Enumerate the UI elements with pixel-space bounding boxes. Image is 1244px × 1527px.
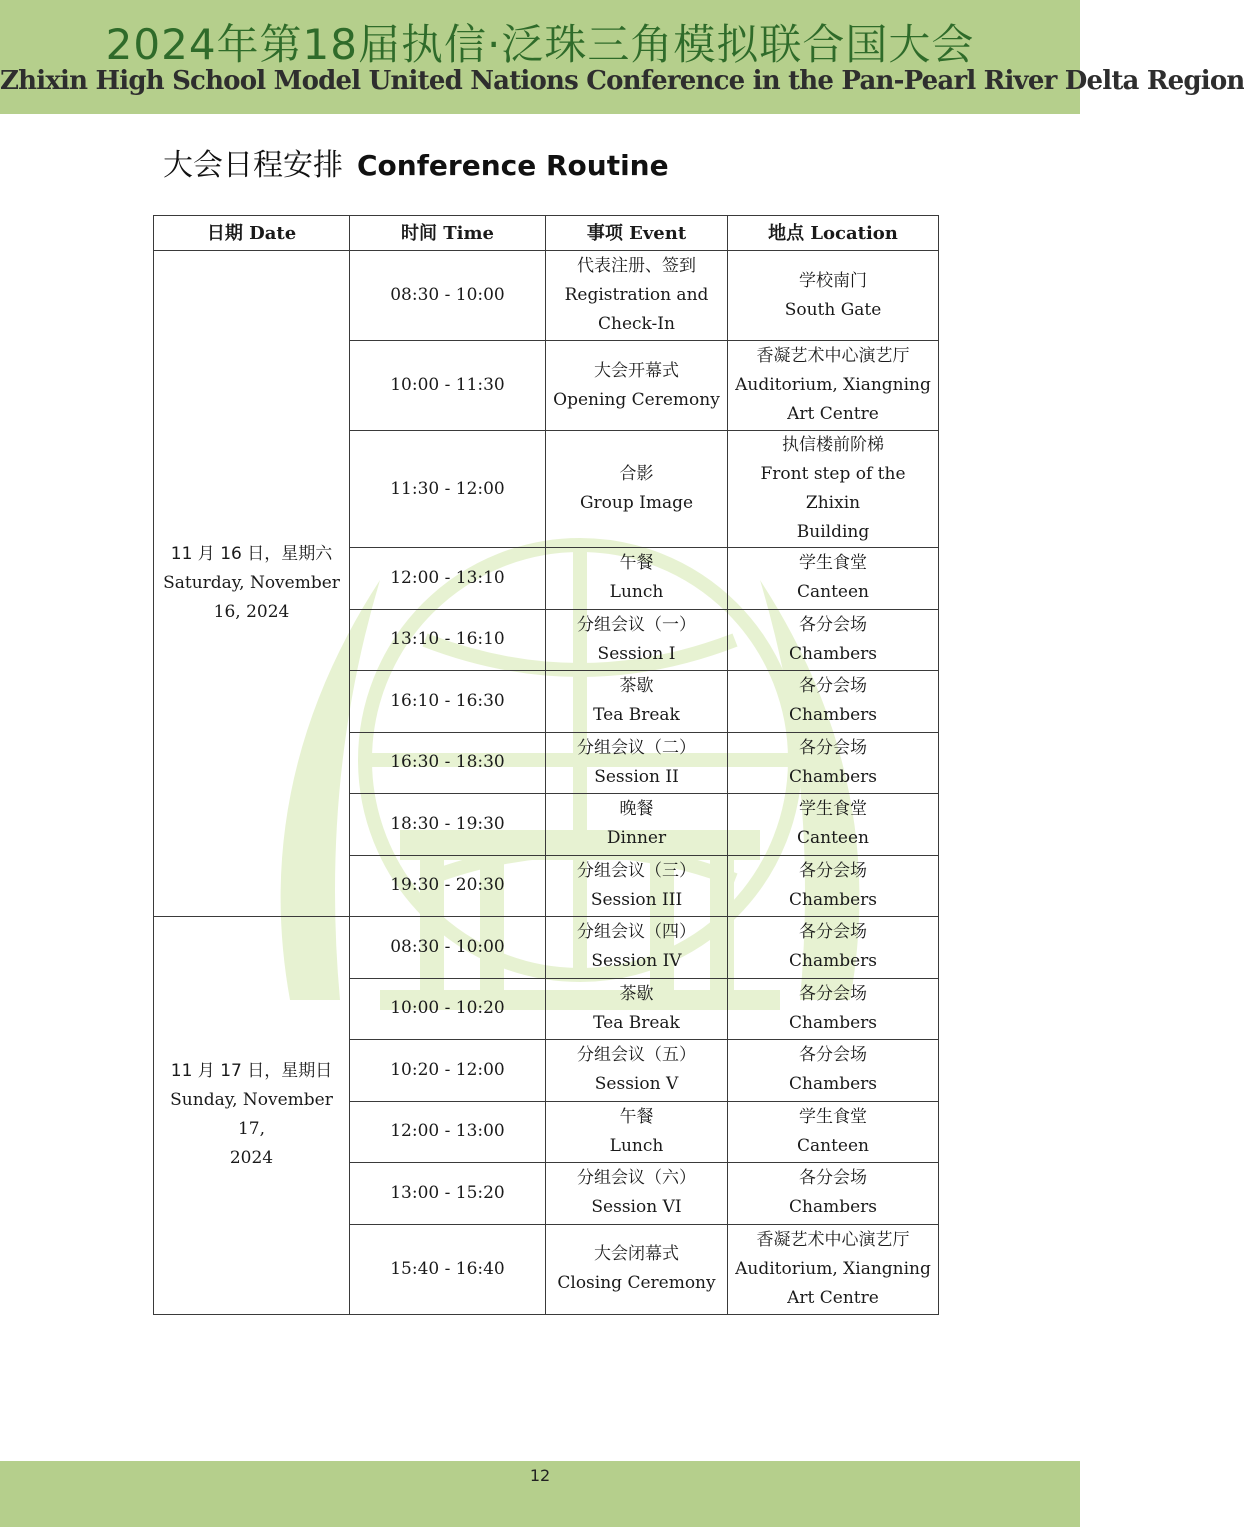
- section-title-cn: 大会日程安排: [163, 148, 343, 183]
- location-cn: 各分会场: [799, 676, 867, 697]
- location-cn: 学校南门: [799, 270, 867, 291]
- location-en: Chambers: [788, 889, 877, 910]
- event-en: Session III: [590, 889, 683, 910]
- time-cell: 11:30 - 12:00: [350, 431, 546, 548]
- event-en: Registration and: [564, 285, 709, 305]
- event-cell: [546, 855, 728, 917]
- location-cell: [728, 978, 939, 1040]
- location-cn: 各分会场: [799, 922, 867, 943]
- location-en: Canteen: [797, 828, 869, 849]
- event-en: Session VI: [591, 1197, 682, 1218]
- table-header-row: [154, 216, 939, 251]
- location-en: Front step of the Zhixin: [760, 464, 906, 513]
- time-cell: 13:00 - 15:20: [350, 1163, 546, 1225]
- location-cell: [728, 794, 939, 856]
- location-en: Auditorium, Xiangning: [735, 1258, 931, 1279]
- location-en: Chambers: [788, 951, 877, 972]
- event-cell: [546, 978, 728, 1040]
- event-en: Lunch: [609, 1135, 664, 1156]
- location-cell: [728, 1101, 939, 1163]
- location-cn: 各分会场: [799, 1168, 867, 1189]
- event-cell: [546, 609, 728, 671]
- date-en-line2: 2024: [229, 1148, 274, 1169]
- event-cell: [546, 431, 728, 548]
- event-cn: 分组会议（二）: [577, 737, 696, 758]
- event-cell: [546, 671, 728, 733]
- location-cn: 学生食堂: [799, 1106, 867, 1127]
- location-cell: [728, 1040, 939, 1102]
- footer-band: [0, 1461, 1080, 1527]
- time-cell: 16:30 - 18:30: [350, 732, 546, 794]
- time-cell: 10:20 - 12:00: [350, 1040, 546, 1102]
- event-en: Session I: [597, 643, 676, 664]
- event-cn: 大会开幕式: [594, 360, 679, 381]
- conference-title-cn: 2024年第18届执信·泛珠三角模拟联合国大会: [105, 20, 975, 69]
- event-en: Tea Break: [593, 1012, 680, 1033]
- event-en: Group Image: [579, 493, 694, 513]
- section-title-en: Conference Routine: [357, 149, 669, 182]
- location-cell: [728, 341, 939, 431]
- time-cell: 15:40 - 16:40: [350, 1224, 546, 1314]
- event-cn: 代表注册、签到: [577, 256, 696, 276]
- location-en-line2: Art Centre: [787, 1287, 879, 1308]
- location-cn: 各分会场: [799, 983, 867, 1004]
- section-title: [163, 140, 669, 184]
- location-cell: [728, 431, 939, 548]
- event-cell: [546, 548, 728, 610]
- date-cn: 11 月 16 日，星期六: [170, 544, 333, 564]
- event-cell: [546, 1224, 728, 1314]
- event-en: Lunch: [609, 582, 664, 603]
- header-time: 时间 Time: [350, 216, 546, 251]
- location-cell: [728, 548, 939, 610]
- location-en-line2: Art Centre: [787, 404, 879, 424]
- event-cn: 午餐: [619, 553, 654, 574]
- location-cell: [728, 251, 939, 341]
- time-cell: 10:00 - 10:20: [350, 978, 546, 1040]
- time-cell: 16:10 - 16:30: [350, 671, 546, 733]
- event-cell: [546, 341, 728, 431]
- time-cell: 12:00 - 13:00: [350, 1101, 546, 1163]
- time-cell: 08:30 - 10:00: [350, 251, 546, 341]
- location-cn: 各分会场: [799, 614, 867, 635]
- event-cell: [546, 1040, 728, 1102]
- page-number: 12: [529, 1466, 551, 1485]
- event-cn: 茶歇: [619, 676, 654, 697]
- event-en: Opening Ceremony: [553, 389, 720, 410]
- event-cn: 合影: [619, 464, 654, 484]
- location-en: Chambers: [788, 643, 877, 664]
- event-cn: 大会闭幕式: [594, 1244, 679, 1264]
- date-cn: 11 月 17 日，星期日: [170, 1061, 333, 1082]
- event-cn: 分组会议（五）: [577, 1045, 696, 1066]
- event-cn: 分组会议（一）: [577, 614, 696, 635]
- location-cell: [728, 1224, 939, 1314]
- table-row: [154, 917, 939, 979]
- conference-title-en: Zhixin High School Model United Nations Conference in the Pan-Pearl River Delta Region: [0, 66, 1244, 96]
- event-cn: 午餐: [619, 1106, 654, 1127]
- location-cn: 各分会场: [799, 1045, 867, 1066]
- time-cell: 10:00 - 11:30: [350, 341, 546, 431]
- schedule-table: [153, 215, 939, 1315]
- location-en: Canteen: [797, 582, 869, 603]
- location-en: Chambers: [788, 766, 877, 787]
- location-cn: 各分会场: [799, 737, 867, 758]
- date-en-line2: 16, 2024: [213, 602, 290, 622]
- time-cell: 08:30 - 10:00: [350, 917, 546, 979]
- event-en: Closing Ceremony: [557, 1273, 716, 1293]
- location-cn: 香凝艺术中心演艺厅: [756, 1229, 910, 1250]
- event-cell: [546, 732, 728, 794]
- location-en: Chambers: [788, 1074, 877, 1095]
- date-cell: [154, 251, 350, 917]
- time-cell: 18:30 - 19:30: [350, 794, 546, 856]
- event-en-line2: Check-In: [598, 314, 675, 334]
- time-cell: 19:30 - 20:30: [350, 855, 546, 917]
- event-cell: [546, 1101, 728, 1163]
- location-en: Auditorium, Xiangning: [735, 375, 931, 395]
- schedule-body: [154, 251, 939, 1315]
- event-en: Session V: [594, 1074, 679, 1095]
- date-cell: [154, 917, 350, 1315]
- event-en: Session II: [594, 766, 679, 787]
- date-en-line1: Saturday, November: [163, 573, 340, 593]
- event-cell: [546, 1163, 728, 1225]
- location-cell: [728, 855, 939, 917]
- location-en: Chambers: [788, 1197, 877, 1218]
- location-cell: [728, 917, 939, 979]
- event-en: Dinner: [606, 828, 667, 849]
- location-cn: 学生食堂: [799, 553, 867, 574]
- event-cn: 茶歇: [619, 983, 654, 1004]
- location-cn: 香凝艺术中心演艺厅: [756, 346, 910, 366]
- event-cell: [546, 794, 728, 856]
- time-cell: 13:10 - 16:10: [350, 609, 546, 671]
- header-location: 地点 Location: [728, 216, 939, 251]
- location-en-line2: Building: [796, 522, 870, 542]
- location-cn: 各分会场: [799, 860, 867, 881]
- location-cell: [728, 609, 939, 671]
- event-cn: 分组会议（四）: [577, 922, 696, 943]
- location-cell: [728, 732, 939, 794]
- location-en: Chambers: [788, 705, 877, 726]
- location-cell: [728, 671, 939, 733]
- event-cn: 分组会议（六）: [577, 1168, 696, 1189]
- time-cell: 12:00 - 13:10: [350, 548, 546, 610]
- location-en: South Gate: [784, 299, 882, 320]
- location-cell: [728, 1163, 939, 1225]
- header-band: [0, 0, 1244, 114]
- location-cn: 执信楼前阶梯: [782, 435, 884, 455]
- event-cell: [546, 251, 728, 341]
- event-en: Tea Break: [593, 705, 680, 726]
- event-cn: 晚餐: [619, 799, 654, 820]
- table-row: [154, 251, 939, 341]
- location-en: Chambers: [788, 1012, 877, 1033]
- header-date: 日期 Date: [154, 216, 350, 251]
- date-en-line1: Sunday, November 17,: [170, 1090, 333, 1140]
- event-en: Session IV: [591, 951, 682, 972]
- header-event: 事项 Event: [546, 216, 728, 251]
- location-cn: 学生食堂: [799, 799, 867, 820]
- event-cell: [546, 917, 728, 979]
- location-en: Canteen: [797, 1135, 869, 1156]
- event-cn: 分组会议（三）: [577, 860, 696, 881]
